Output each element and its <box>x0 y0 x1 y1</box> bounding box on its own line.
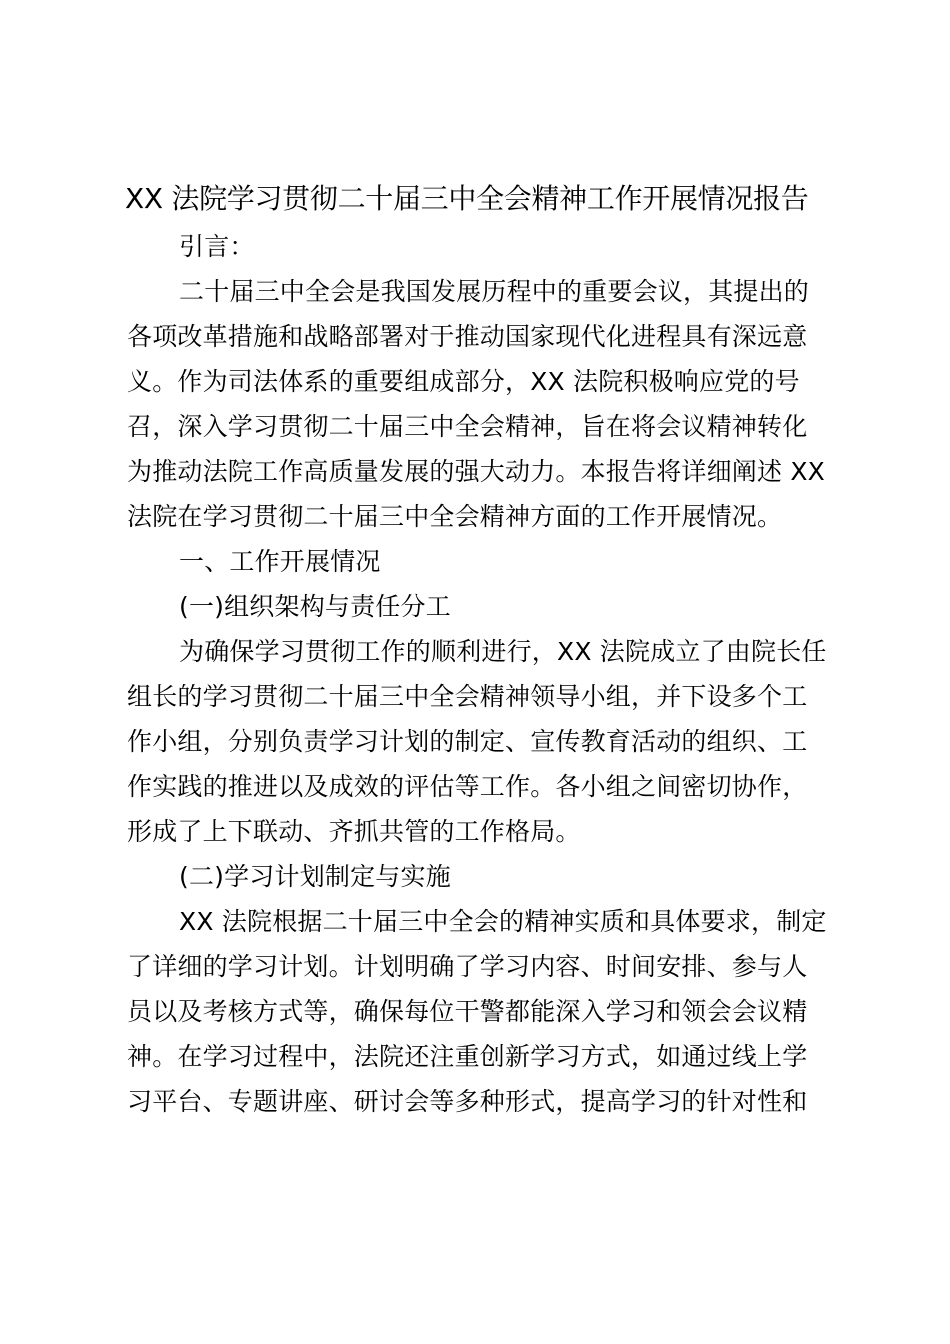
subsection-heading: (二)学习计划制定与实施 <box>179 862 451 891</box>
paragraph-line: XX 法院根据二十届三中全会的精神实质和具体要求，制定 <box>179 907 827 936</box>
document-page <box>127 174 835 1124</box>
paragraph-line: 习平台、专题讲座、研讨会等多种形式，提高学习的针对性和 <box>127 1087 808 1116</box>
section-heading: 一、工作开展情况 <box>179 547 381 576</box>
intro-label: 引言： <box>179 232 255 261</box>
intro-paragraph <box>127 269 835 539</box>
paragraph-line: 组长的学习贯彻二十届三中全会精神领导小组，并下设多个工 <box>127 682 808 711</box>
paragraph-line: 为确保学习贯彻工作的顺利进行，XX 法院成立了由院长任 <box>179 637 827 666</box>
paragraph-line: 作小组，分别负责学习计划的制定、宣传教育活动的组织、工 <box>127 727 808 756</box>
paragraph-line: 了详细的学习计划。计划明确了学习内容、时间安排、参与人 <box>127 952 808 981</box>
paragraph-line: 神。在学习过程中，法院还注重创新学习方式，如通过线上学 <box>127 1042 808 1071</box>
paragraph-line: 作实践的推进以及成效的评估等工作。各小组之间密切协作， <box>127 772 808 801</box>
paragraph-line: 员以及考核方式等，确保每位干警都能深入学习和领会会议精 <box>127 997 808 1026</box>
subsection-heading: (一)组织架构与责任分工 <box>179 592 451 621</box>
paragraph-line: 二十届三中全会是我国发展历程中的重要会议，其提出的 <box>179 277 810 306</box>
paragraph-line: 各项改革措施和战略部署对于推动国家现代化进程具有深远意 <box>127 322 808 351</box>
paragraph-line: 召，深入学习贯彻二十届三中全会精神，旨在将会议精神转化 <box>127 412 808 441</box>
subsection-1-paragraph <box>127 629 835 854</box>
paragraph-line: 为推动法院工作高质量发展的强大动力。本报告将详细阐述 XX <box>127 457 826 486</box>
paragraph-line: 形成了上下联动、齐抓共管的工作格局。 <box>127 817 581 846</box>
document-title: XX 法院学习贯彻二十届三中全会精神工作开展情况报告 <box>125 182 809 215</box>
paragraph-line: 法院在学习贯彻二十届三中全会精神方面的工作开展情况。 <box>127 502 783 531</box>
subsection-2-paragraph <box>127 899 835 1124</box>
paragraph-line: 义。作为司法体系的重要组成部分，XX 法院积极响应党的号 <box>127 367 800 396</box>
